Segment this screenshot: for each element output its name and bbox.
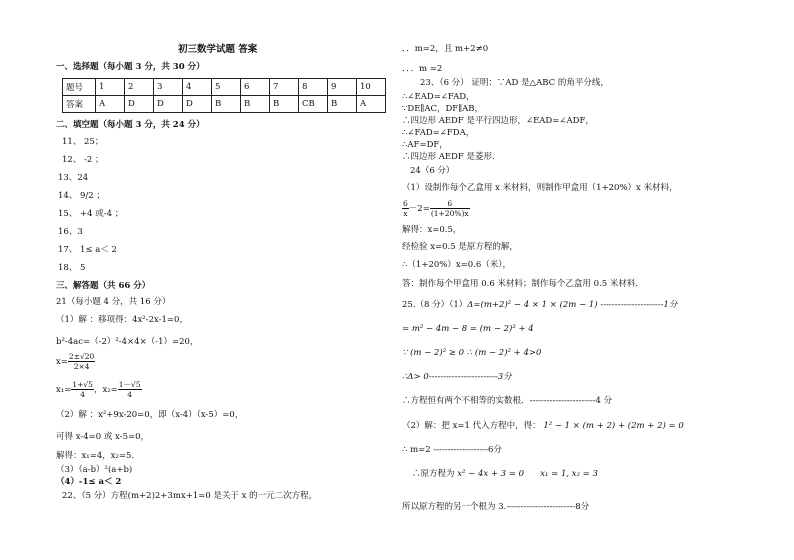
q24-line: 答：制作每个甲盒用 0.6 米材料；制作每个乙盒用 0.5 米材料． bbox=[402, 279, 644, 289]
table-cell: 2 bbox=[125, 79, 154, 96]
table-cell: 5 bbox=[212, 79, 241, 96]
denominator: x bbox=[403, 209, 408, 218]
table-cell: D bbox=[154, 96, 183, 113]
q24-line: （1）设制作每个乙盒用 x 米材料，则制作甲盒用（1+20%）x 米材料， bbox=[402, 183, 678, 193]
table-cell: D bbox=[183, 96, 212, 113]
denominator: (1+20%)x bbox=[430, 209, 469, 218]
fill-item: 17、 1≤ a＜ 2 bbox=[58, 245, 117, 255]
fill-item: 14、 9/2 ； bbox=[58, 191, 105, 201]
table-cell: B bbox=[241, 96, 270, 113]
q25-line: ∴方程恒有两个不相等的实数根．-----------------------4 分 bbox=[402, 396, 613, 406]
fill-item: 11、 25； bbox=[62, 137, 104, 147]
q25-original bbox=[412, 469, 598, 480]
q23-line: ∴AF=DF， bbox=[402, 140, 448, 150]
q25-label: 25.（8 分）（1） bbox=[402, 300, 468, 310]
fill-item: 18、 5 bbox=[58, 263, 86, 273]
root-x1-label: x₁= bbox=[56, 385, 72, 395]
q21-discriminant: b²-4ac=（-2）²-4×4×（-1）=20， bbox=[56, 337, 199, 347]
numerator: 1+√5 bbox=[72, 380, 93, 389]
q23-line: ∵DE∥AC，DF∥AB， bbox=[402, 104, 484, 114]
page-title: 初三数学试题 答案 bbox=[178, 44, 258, 55]
table-header-answer: 答案 bbox=[63, 96, 96, 113]
denominator: 2×4 bbox=[73, 362, 90, 371]
table-cell: CB bbox=[299, 96, 328, 113]
table-cell: A bbox=[357, 96, 386, 113]
q21-part2c: 解得：x₁=4，x₂=5． bbox=[56, 451, 140, 461]
q23-line: ∴∠EAD=∠FAD， bbox=[402, 92, 475, 102]
table-cell: A bbox=[96, 96, 125, 113]
equation-middle: －2= bbox=[408, 204, 430, 214]
q22-text: 22、（5 分）方程(m+2)2+3mx+1=0 是关于 x 的一元二次方程， bbox=[62, 491, 318, 501]
q25-m-value: ∴ m=2 -------------------6分 bbox=[402, 445, 502, 455]
q25-part2 bbox=[402, 421, 684, 432]
table-cell: D bbox=[125, 96, 154, 113]
table-cell: 4 bbox=[183, 79, 212, 96]
q25-final: 所以原方程的另一个根为 3.------------------------8分 bbox=[402, 502, 590, 512]
q25-formula: ∴Δ> 0------------------------3分 bbox=[402, 372, 512, 382]
table-cell: 8 bbox=[299, 79, 328, 96]
denominator: 4 bbox=[127, 390, 133, 399]
numerator: 6 bbox=[403, 199, 408, 208]
right-line-2: ．．．m =2 bbox=[402, 64, 443, 74]
fill-item: 13、24 bbox=[58, 173, 89, 183]
denominator: 4 bbox=[80, 390, 86, 399]
table-cell: 7 bbox=[270, 79, 299, 96]
section-choice-heading: 一、选择题（每小题 3 分，共 30 分） bbox=[56, 62, 205, 72]
q24-heading: 24（6 分） bbox=[410, 166, 455, 176]
table-cell: 3 bbox=[154, 79, 183, 96]
table-row-answers bbox=[63, 96, 386, 113]
table-cell: 10 bbox=[357, 79, 386, 96]
q24-line: 经检验 x=0.5 是原方程的解， bbox=[402, 242, 518, 252]
fraction bbox=[71, 380, 94, 399]
table-row-numbers bbox=[63, 79, 386, 96]
fill-item: 12、 -2 ； bbox=[62, 155, 104, 165]
q25-original-roots: x₁ = 1, x₂ = 3 bbox=[540, 469, 598, 479]
q25-formula: ∵ (m − 2)² ≥ 0 ∴ (m − 2)² + 4>0 bbox=[402, 348, 542, 358]
q23-line: ∴四边形 AEDF 是平行四边形，∠EAD=∠ADF， bbox=[402, 116, 594, 126]
q24-line: 解得：x=0.5， bbox=[402, 225, 462, 235]
fraction bbox=[68, 352, 95, 371]
answer-table bbox=[62, 78, 386, 113]
q25-heading bbox=[402, 300, 677, 311]
q21-roots bbox=[56, 380, 142, 399]
q25-original-equation: x² − 4x + 3 = 0 bbox=[457, 469, 525, 479]
q25-formula: Δ=(m+2)² − 4 × 1 × (2m − 1) ----------------------1分 bbox=[467, 300, 678, 310]
q25-part2-text: （2）解：把 x=1 代入方程中，得： bbox=[402, 421, 541, 431]
numerator: 2±√20 bbox=[68, 352, 95, 361]
table-cell: B bbox=[328, 96, 357, 113]
q24-equation bbox=[402, 199, 470, 218]
fraction bbox=[430, 199, 470, 218]
table-header-question: 题号 bbox=[63, 79, 96, 96]
q21-part2: （2）解 ：x²+9x-20=0，即（x-4）（x-5）=0， bbox=[56, 410, 244, 420]
table-cell: B bbox=[212, 96, 241, 113]
q21-part2b: 可得 x-4=0 或 x-5=0， bbox=[56, 432, 150, 442]
q21-x-formula bbox=[56, 352, 95, 371]
numerator: 6 bbox=[430, 199, 470, 209]
q23-line: ∴四边形 AEDF 是菱形． bbox=[402, 152, 501, 162]
table-cell: 9 bbox=[328, 79, 357, 96]
q25-formula: = m² − 4m − 8 = (m − 2)² + 4 bbox=[402, 324, 534, 334]
fraction bbox=[402, 199, 409, 218]
q21-part1: （1）解 ：移项得：4x²-2x-1=0， bbox=[56, 315, 188, 325]
q25-original-label: ∴原方程为 bbox=[412, 469, 455, 479]
numerator: 1－√5 bbox=[118, 380, 141, 389]
q21-x-prefix: x= bbox=[56, 357, 68, 367]
table-cell: B bbox=[270, 96, 299, 113]
q23-line: ∴∠FAD=∠FDA， bbox=[402, 128, 475, 138]
section-fill-heading: 二、填空题（每小题 3 分，共 24 分） bbox=[56, 120, 205, 130]
q21-part4: （4）-1≤ a＜ 2 bbox=[56, 477, 122, 487]
right-line-1: ．．m=2，且 m+2≠0 bbox=[402, 44, 489, 54]
q21-part3: （3）（a-b）²(a+b) bbox=[56, 465, 133, 475]
q21-heading: 21（每小题 4 分，共 16 分） bbox=[56, 297, 171, 307]
root-x2-label: ，x₂= bbox=[93, 385, 118, 395]
fill-item: 16、3 bbox=[58, 227, 83, 237]
q25-part2-formula: 1² − 1 × (m + 2) + (2m + 2) = 0 bbox=[543, 421, 684, 431]
table-cell: 6 bbox=[241, 79, 270, 96]
fraction bbox=[118, 380, 142, 399]
table-cell: 1 bbox=[96, 79, 125, 96]
fill-item: 15、 +4 或-4 ； bbox=[58, 209, 124, 219]
section-solve-heading: 三、解答题（共 66 分） bbox=[56, 281, 151, 291]
q24-line: ∴（1+20%）x=0.6（米）， bbox=[402, 260, 512, 270]
q23-heading: 23、（6 分） 证明：∵AD 是△ABC 的角平分线， bbox=[420, 78, 609, 88]
